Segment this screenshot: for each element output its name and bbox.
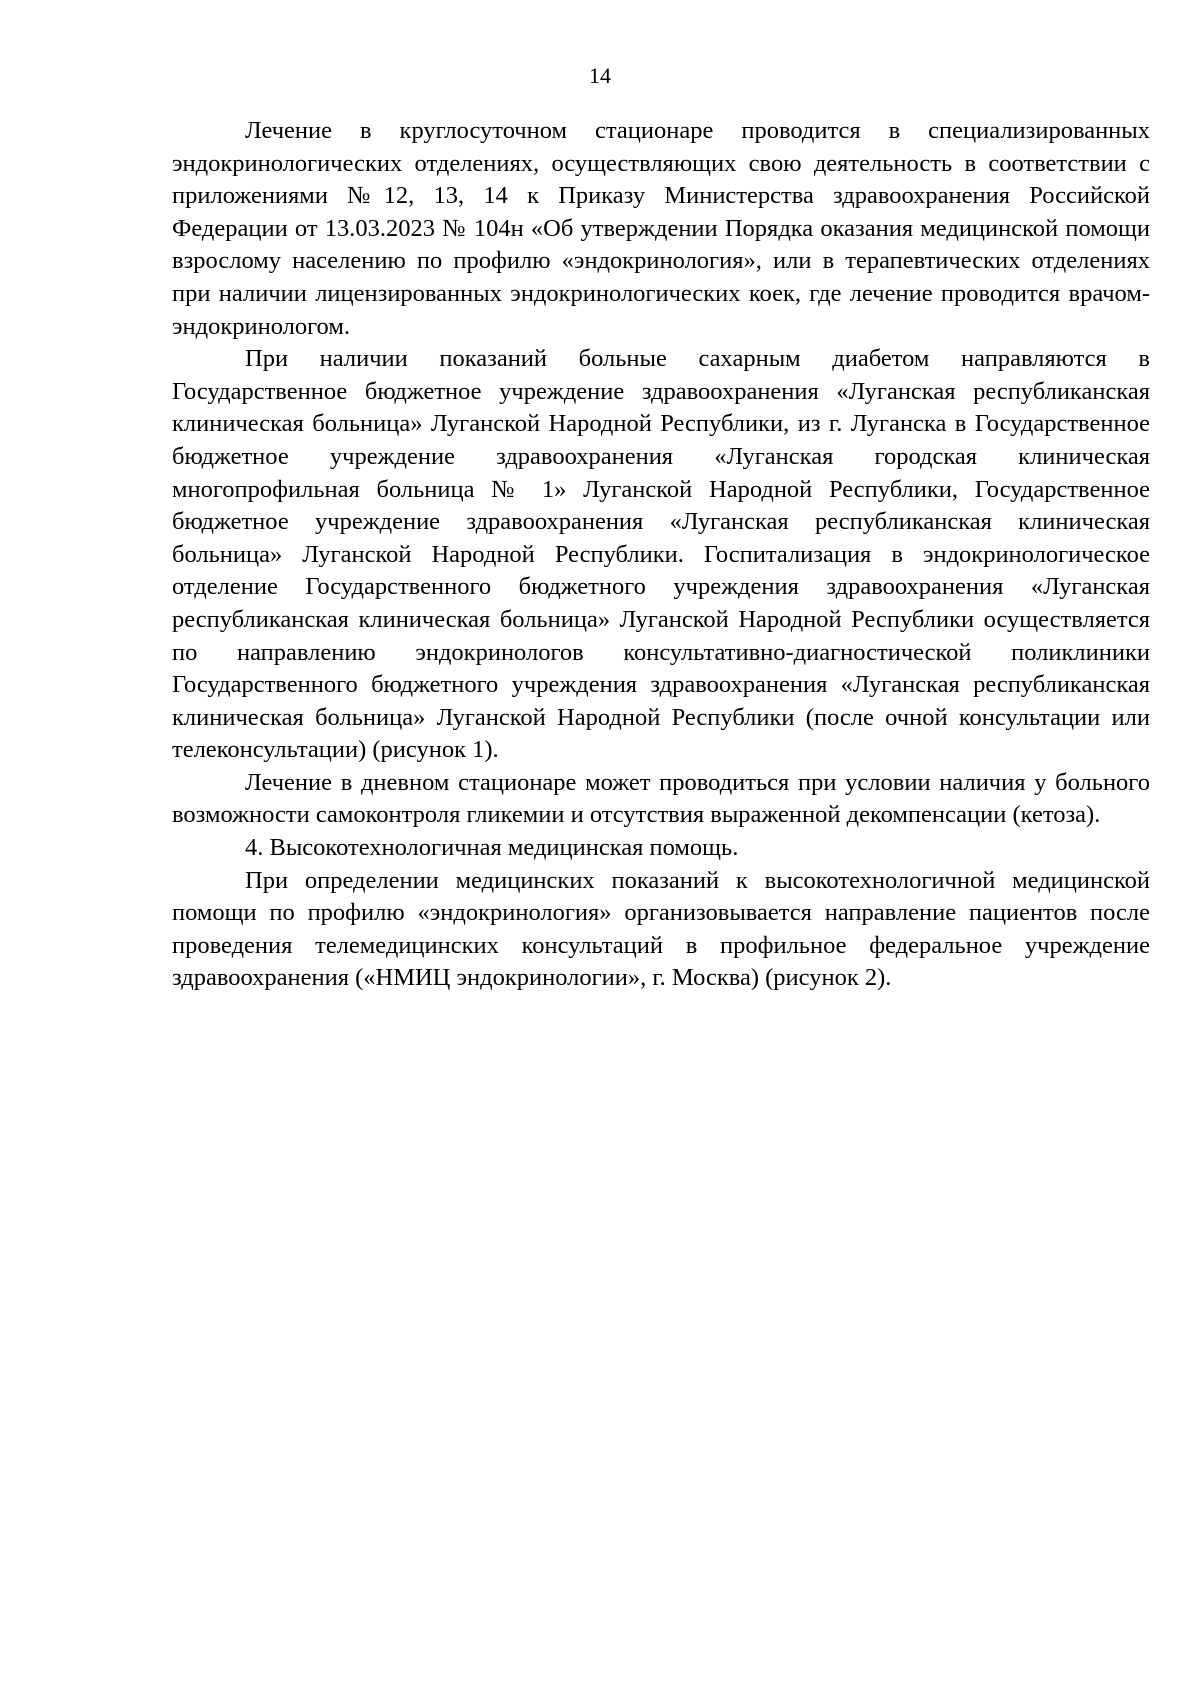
paragraph-hospital-referral: При наличии показаний больные сахарным диабетом направляются в Государственное бюджетное учреждение здравоохранения «Луганская республиканская клиническая больница» Луганской Народной Республики, из г. Луганска в Государственное бюджетное учреждение здравоохранения «Луганская городская клиническая многопрофильная больница № 1» Луганской Народной Республики, Государственное бюджетное учреждение здравоохранения «Луганская республиканская клиническая больница» Луганской Народной Республики. Госпитализация в эндокринологическое отделение Государственного бюджетного учреждения здравоохранения «Луганская республиканская клиническая больница» Луганской Народной Республики осуществляется по направлению эндокринологов консультативно-диагностической поликлиники Государственного бюджетного учреждения здравоохранения «Луганская республиканская клиническая больница» Луганской Народной Республики (после очной консультации или телеконсультации) (рисунок 1). bbox=[172, 345, 1150, 764]
section-heading-high-tech-care: 4. Высокотехнологичная медицинская помощь. bbox=[245, 834, 739, 862]
paragraph-inpatient-treatment: Лечение в круглосуточном стационаре проводится в специализированных эндокринологических отделениях, осуществляющих свою деятельность в соответствии с приложениями №12, 13, 14 к Приказу Министерства здравоохранения Российской Федерации от 13.03.2023 № 104н «Об утверждении Порядка оказания медицинской помощи взрослому населению по профилю «эндокринология», или в терапевтических отделениях при наличии лицензированных эндокринологических коек, где лечение проводится врачом-эндокринологом. bbox=[172, 117, 1150, 340]
paragraph-day-hospital: Лечение в дневном стационаре может проводиться при условии наличия у больного возможности самоконтроля гликемии и отсутствия выраженной декомпенсации (кетоза). bbox=[172, 768, 1150, 829]
page-number: 14 bbox=[589, 63, 611, 88]
paragraph-high-tech-referral: При определении медицинских показаний к высокотехнологичной медицинской помощи по профилю «эндокринология» организовывается направление пациентов после проведения телемедицинских консультаций в профильное федеральное учреждение здравоохранения («НМИЦ эндокринологии», г. Москва) (рисунок 2). bbox=[172, 866, 1150, 992]
document-body bbox=[172, 115, 1150, 995]
